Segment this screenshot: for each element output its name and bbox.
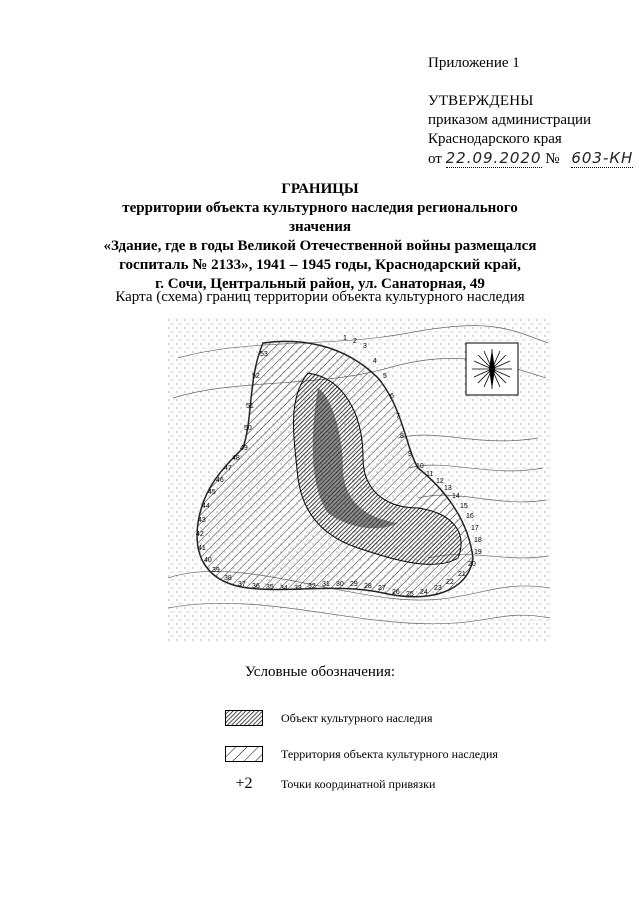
map-point-label: 2 (353, 338, 357, 345)
order-line-2: Краснодарского края (428, 131, 562, 147)
map-point-label: 40 (204, 557, 212, 564)
map-point-label: 53 (260, 351, 268, 358)
map-point-label: 8 (400, 433, 404, 440)
title-line-3: госпиталь № 2133», 1941 – 1945 годы, Краснодарский край, (119, 257, 521, 273)
map-point-label: 37 (238, 581, 246, 588)
map-point-label: 48 (232, 455, 240, 462)
map-point-label: 31 (322, 581, 330, 588)
map-point-label: 34 (280, 585, 288, 592)
map-point-label: 3 (363, 343, 367, 350)
legend-label-territory: Территория объекта культурного наследия (281, 746, 498, 761)
handwritten-number: 603-КН (571, 149, 634, 167)
map-point-label: 18 (474, 537, 482, 544)
map-point-label: 7 (396, 413, 400, 420)
map-point-label: 42 (196, 531, 204, 538)
object-hatch-icon (225, 710, 263, 726)
title-line-1: территории объекта культурного наследия регионального значения (122, 200, 518, 235)
document-title (100, 180, 540, 294)
map-point-label: 43 (198, 517, 206, 524)
map-point-label: 28 (364, 583, 372, 590)
map-point-label: 44 (202, 503, 210, 510)
map-point-label: 52 (252, 373, 260, 380)
legend-title: Условные обозначения: (244, 664, 396, 680)
map-point-label: 25 (406, 591, 414, 598)
map-point-label: 12 (436, 478, 444, 485)
map-point-label: 5 (383, 373, 387, 380)
approval-block (428, 92, 633, 169)
compass-rose-icon (466, 343, 518, 395)
territory-map (168, 318, 550, 643)
map-point-label: 38 (224, 575, 232, 582)
legend-item-points (225, 775, 435, 793)
map-point-label: 10 (416, 463, 424, 470)
appendix-label: Приложение 1 (428, 55, 520, 71)
legend-label-points: Точки координатной привязки (281, 776, 436, 791)
map-point-label: 35 (266, 584, 274, 591)
legend-item-object (225, 710, 432, 726)
map-point-label: 14 (452, 493, 460, 500)
map-point-label: 41 (198, 545, 206, 552)
point-marker-icon: +2 (235, 775, 253, 792)
map-point-label: 22 (446, 579, 454, 586)
map-point-label: 27 (378, 585, 386, 592)
title-line-2: «Здание, где в годы Великой Отечественной войны размещался (103, 238, 537, 254)
handwritten-date: 22.09.2020 (445, 149, 542, 167)
order-line-1: приказом администрации (428, 112, 592, 128)
map-point-label: 50 (244, 425, 252, 432)
map-point-label: 15 (460, 503, 468, 510)
date-line (428, 149, 633, 169)
map-caption: Карта (схема) границ территории объекта культурного наследия (115, 289, 525, 305)
title-heading: ГРАНИЦЫ (281, 181, 359, 197)
map-point-label: 26 (392, 589, 400, 596)
map-point-label: 1 (343, 335, 347, 342)
map-point-label: 33 (294, 585, 302, 592)
map-point-label: 6 (390, 393, 394, 400)
number-sign: № (545, 151, 560, 167)
map-point-label: 45 (208, 489, 216, 496)
legend-item-territory (225, 746, 498, 762)
map-point-label: 46 (216, 477, 224, 484)
map-point-label: 47 (224, 465, 232, 472)
map-point-label: 4 (373, 358, 377, 365)
legend-label-object: Объект культурного наследия (281, 710, 433, 725)
map-point-label: 11 (426, 471, 434, 478)
map-point-label: 32 (308, 583, 316, 590)
map-point-label: 24 (420, 589, 428, 596)
map-point-label: 9 (408, 451, 412, 458)
map-point-label: 49 (240, 445, 248, 452)
map-point-label: 36 (252, 583, 260, 590)
map-point-label: 21 (458, 571, 466, 578)
map-point-label: 19 (474, 549, 482, 556)
approved-heading: УТВЕРЖДЕНЫ (428, 93, 534, 109)
map-point-label: 51 (246, 403, 254, 410)
map-point-label: 30 (336, 581, 344, 588)
map-point-label: 39 (212, 567, 220, 574)
map-point-label: 16 (466, 513, 474, 520)
map-point-label: 29 (350, 581, 358, 588)
map-point-label: 23 (434, 585, 442, 592)
territory-hatch-icon (225, 746, 263, 762)
map-point-label: 20 (468, 561, 476, 568)
map-point-label: 13 (444, 485, 452, 492)
title-line-4: г. Сочи, Центральный район, ул. Санаторная, 49 (155, 276, 485, 292)
point-marker-number: 2 (244, 775, 253, 792)
date-prefix: от (428, 151, 442, 167)
map-point-label: 17 (471, 525, 479, 532)
